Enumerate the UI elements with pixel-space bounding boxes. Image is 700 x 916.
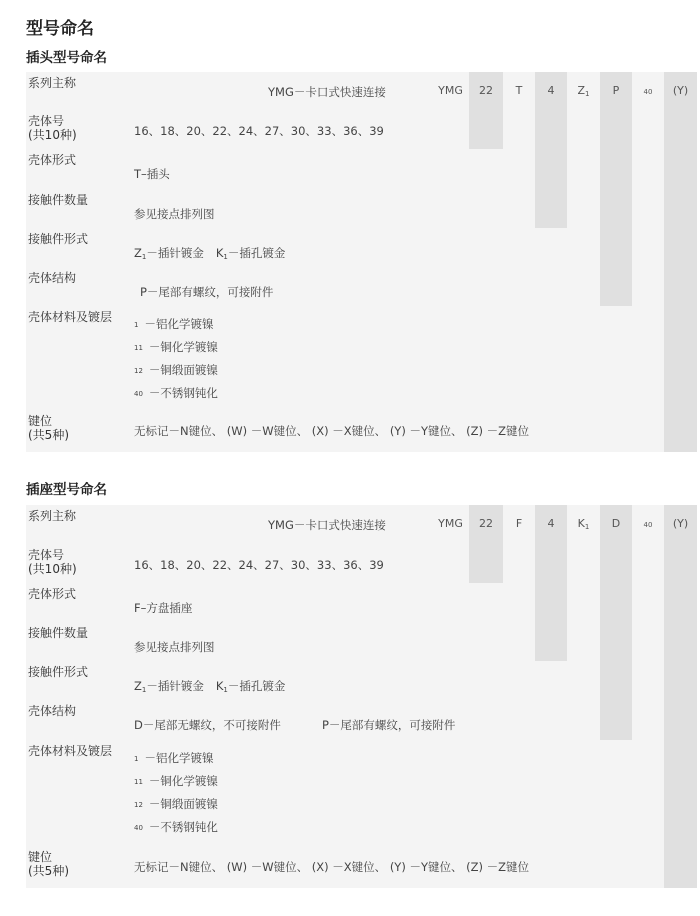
plug-code-text: P	[612, 84, 620, 97]
plug-row-label: 系列主称	[28, 76, 77, 90]
receptacle-row-label: 壳体号	[28, 548, 65, 562]
plug-row-label: 键位	[28, 414, 53, 428]
plug-code-column	[567, 72, 600, 267]
receptacle-row-value: 16、18、20、22、24、27、30、33、36、39	[134, 558, 384, 572]
plug-contact-part: 1	[141, 253, 147, 261]
receptacle-row-label: 系列主称	[28, 509, 77, 523]
receptacle-material-item	[134, 773, 218, 789]
receptacle-material-text: －铜缎面镀镍	[148, 797, 218, 811]
receptacle-code-text: K	[577, 517, 585, 530]
receptacle-code-1	[469, 517, 503, 530]
plug-row-label: 壳体号	[28, 114, 65, 128]
receptacle-material-code: 40	[134, 824, 143, 832]
plug-code-6	[632, 84, 664, 97]
plug-row-bg	[26, 189, 567, 228]
receptacle-material-item	[134, 796, 218, 812]
receptacle-row-bg	[26, 505, 469, 544]
plug-material-code: 1	[134, 321, 139, 329]
receptacle-row-label: 壳体结构	[28, 704, 77, 718]
receptacle-code-7	[664, 517, 697, 530]
receptacle-contact-form	[134, 678, 285, 694]
plug-heading: 插头型号命名	[26, 50, 107, 66]
plug-material-text: －铜化学镀镍	[148, 340, 218, 354]
plug-code-column	[664, 72, 697, 452]
receptacle-material-code: 11	[134, 778, 143, 786]
plug-material-text: －铝化学镀镍	[144, 317, 214, 331]
receptacle-code-0	[432, 517, 469, 530]
plug-row-label: (共5种)	[28, 428, 69, 442]
receptacle-contact-part: －插针镀金	[146, 679, 204, 693]
receptacle-material-item	[134, 819, 218, 835]
receptacle-material-code: 12	[134, 801, 143, 809]
receptacle-row-label: 壳体材料及镀层	[28, 744, 113, 758]
receptacle-row-value: YMG－卡口式快速连接	[268, 518, 386, 532]
plug-row-bg	[26, 228, 600, 267]
receptacle-row-label: (共10种)	[28, 562, 77, 576]
receptacle-row-label: 接触件形式	[28, 665, 89, 679]
plug-material-code: 40	[134, 390, 143, 398]
plug-row-label: 接触件数量	[28, 193, 89, 207]
receptacle-code-4	[567, 517, 600, 531]
receptacle-row-value: F–方盘插座	[134, 601, 193, 615]
receptacle-row-value: 无标记－N键位、 (W) －W键位、 (X) －X键位、 (Y) －Y键位、 (Z) －Z键位	[134, 860, 530, 874]
receptacle-material-text: －铜化学镀镍	[148, 774, 218, 788]
plug-code-2	[503, 84, 535, 97]
receptacle-contact-part: －插孔镀金	[227, 679, 286, 693]
receptacle-code-text: (Y)	[672, 517, 689, 530]
plug-contact-part: －插针镀金	[146, 246, 204, 260]
plug-material-code: 11	[134, 344, 143, 352]
plug-row-value: 参见接点排列图	[134, 207, 215, 221]
plug-row-label: 壳体结构	[28, 271, 77, 285]
plug-code-3	[535, 84, 567, 97]
plug-code-1	[469, 84, 503, 97]
plug-code-column	[600, 72, 632, 306]
plug-code-sub: 1	[585, 90, 590, 98]
receptacle-material-text: －铝化学镀镍	[144, 751, 214, 765]
plug-code-text: YMG	[438, 84, 463, 97]
plug-contact-part: Z	[134, 246, 142, 260]
receptacle-code-text: F	[515, 517, 523, 530]
plug-row-label: 壳体材料及镀层	[28, 310, 113, 324]
receptacle-row-label: 接触件数量	[28, 626, 89, 640]
receptacle-code-5	[600, 517, 632, 530]
plug-row-value: YMG－卡口式快速连接	[268, 85, 386, 99]
receptacle-contact-part: 1	[223, 686, 228, 694]
plug-row-label: 壳体形式	[28, 153, 77, 167]
receptacle-code-3	[535, 517, 567, 530]
receptacle-code-6	[632, 517, 664, 530]
receptacle-code-2	[503, 517, 535, 530]
receptacle-row-label: 键位	[28, 850, 53, 864]
receptacle-code-column	[567, 505, 600, 700]
plug-code-text: Z	[577, 84, 586, 97]
receptacle-contact-part: Z	[134, 679, 142, 693]
receptacle-row-label: 壳体形式	[28, 587, 77, 601]
receptacle-code-column	[664, 505, 697, 888]
plug-code-text: 22	[479, 84, 493, 97]
plug-row-value: P－尾部有螺纹，可接附件	[140, 285, 274, 299]
plug-material-text: －铜缎面镀镍	[148, 363, 218, 377]
page-title: 型号命名	[26, 19, 94, 39]
plug-row-label: (共10种)	[28, 128, 77, 142]
receptacle-code-text: D	[611, 517, 621, 530]
plug-row-value: 16、18、20、22、24、27、30、33、36、39	[134, 124, 384, 138]
receptacle-row-value: 参见接点排列图	[134, 640, 215, 654]
plug-material-item	[134, 385, 218, 401]
receptacle-row-bg	[26, 740, 664, 846]
receptacle-row-label: (共5种)	[28, 864, 69, 878]
plug-material-text: －不锈钢钝化	[148, 386, 218, 400]
receptacle-contact-part: 1	[141, 686, 147, 694]
receptacle-row-bg	[26, 583, 535, 622]
plug-material-code: 12	[134, 367, 143, 375]
receptacle-material-item	[134, 750, 213, 766]
receptacle-row-value-2: P－尾部有螺纹，可接附件	[322, 718, 456, 732]
plug-code-text: 4	[547, 84, 555, 97]
receptacle-code-text: YMG	[438, 517, 463, 530]
plug-row-label: 接触件形式	[28, 232, 89, 246]
receptacle-code-column	[632, 505, 664, 846]
plug-contact-part: K	[215, 246, 224, 260]
receptacle-code-text: 40	[643, 521, 653, 529]
plug-contact-part: －插孔镀金	[227, 246, 286, 260]
plug-contact-part: 1	[223, 253, 228, 261]
plug-row-bg	[26, 72, 469, 110]
plug-material-item	[134, 339, 218, 355]
plug-row-bg	[26, 267, 632, 306]
receptacle-material-code: 1	[134, 755, 139, 763]
receptacle-row-bg	[26, 622, 567, 661]
plug-code-text: (Y)	[672, 84, 689, 97]
receptacle-code-text: 22	[479, 517, 493, 530]
plug-row-value: 无标记－N键位、 (W) －W键位、 (X) －X键位、 (Y) －Y键位、 (Z) －Z键位	[134, 424, 530, 438]
receptacle-material-text: －不锈钢钝化	[148, 820, 218, 834]
plug-code-text: T	[515, 84, 523, 97]
plug-code-5	[600, 84, 632, 97]
plug-row-bg	[26, 306, 664, 410]
receptacle-row-bg	[26, 661, 600, 700]
plug-material-item	[134, 362, 218, 378]
plug-row-value: T–插头	[134, 167, 170, 181]
receptacle-code-sub: 1	[584, 523, 590, 531]
plug-code-column	[632, 72, 664, 410]
plug-code-4	[567, 84, 600, 98]
plug-contact-form	[134, 245, 285, 261]
receptacle-code-text: 4	[547, 517, 555, 530]
plug-code-0	[432, 84, 469, 97]
plug-code-7	[664, 84, 697, 97]
plug-row-bg	[26, 149, 535, 189]
receptacle-contact-part: K	[215, 679, 224, 693]
receptacle-row-value: D－尾部无螺纹，不可接附件	[134, 718, 281, 732]
plug-material-item	[134, 316, 213, 332]
receptacle-heading: 插座型号命名	[26, 482, 107, 498]
plug-code-text: 40	[643, 88, 653, 96]
receptacle-code-column	[600, 505, 632, 740]
